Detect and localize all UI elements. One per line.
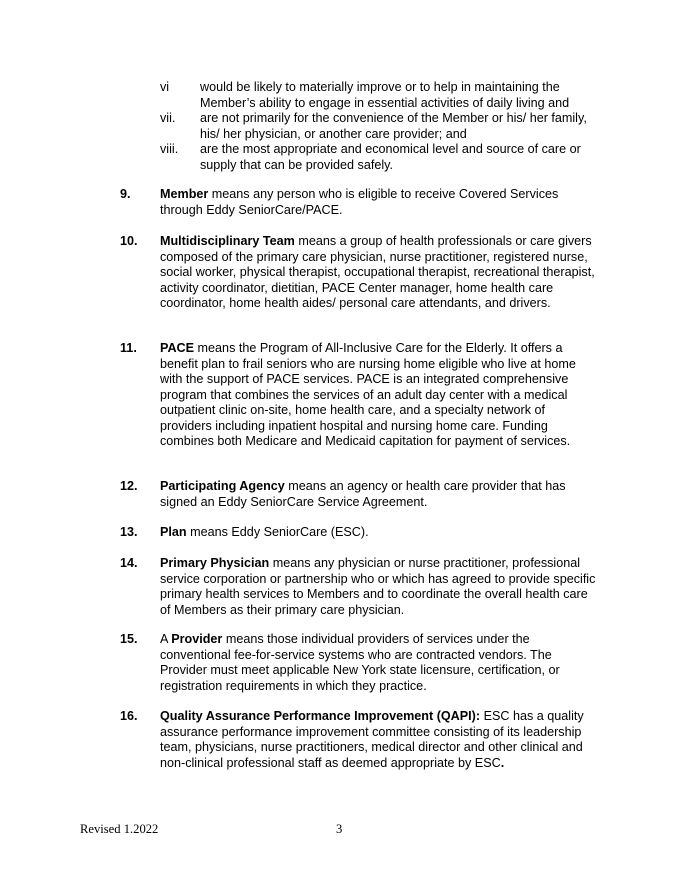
sublist-number: vii. [160, 111, 176, 125]
definition-term: Plan [160, 525, 187, 539]
definition-text [160, 525, 600, 541]
definition-body: means Eddy SeniorCare (ESC). [186, 525, 369, 539]
sublist-number: vi [160, 80, 170, 94]
definition-body: ESC has a quality assurance performance improvement committee consisting of its leadership team, physicians, nurse practitioners, medical director and other clinical and non-clinical professional staff as deemed appropriate by ESC [160, 709, 584, 770]
definition-text [160, 556, 600, 618]
definition-text [160, 709, 600, 771]
definition-text [160, 187, 600, 218]
definition-pace [120, 341, 600, 450]
definition-qapi [120, 709, 600, 771]
definition-body: means any person who is eligible to receive Covered Services through Eddy SeniorCare/PACE. [160, 187, 559, 217]
sublist-item-viii [160, 142, 600, 173]
definition-number: 10. [120, 234, 138, 248]
definition-text [160, 479, 600, 510]
definition-body: means a group of health professionals or care givers composed of the primary care physician, nurse practitioner, registered nurse, social worker, physical therapist, occupational therapist, recreational therapist, activity coordinator, dietitian, PACE Center manager, home health care coordinator, home health aides/ personal care attendants, and drivers. [160, 234, 595, 310]
definition-body: means the Program of All-Inclusive Care for the Elderly. It offers a benefit plan to frail seniors who are nursing home eligible who live at home with the support of PACE services. PACE is an integrated comprehensive program that combines the services of an adult day center with a medical outpatient clinic on-site, home health care, and a specialty network of providers including inpatient hospital and nursing home care. Funding combines both Medicare and Medicaid capitation for payment of services. [160, 341, 576, 448]
sublist-item-vii [160, 111, 600, 142]
definition-term: Participating Agency [160, 479, 285, 493]
definition-lead: A [160, 632, 172, 646]
definition-number: 12. [120, 479, 138, 493]
definition-participating-agency [120, 479, 600, 510]
definition-term: PACE [160, 341, 195, 355]
sublist-item-vi [160, 80, 600, 111]
definition-number: 16. [120, 709, 138, 723]
definition-plan [120, 525, 600, 541]
footer-revision: Revised 1.2022 [80, 822, 159, 836]
sublist-text: would be likely to materially improve or to help in maintaining the Member’s ability to engage in essential activities of daily living and [200, 80, 570, 110]
definition-term: Quality Assurance Performance Improvement (QAPI): [160, 709, 481, 723]
continued-sublist [160, 80, 600, 173]
definition-tail: . [500, 755, 505, 770]
definition-term: Member [160, 187, 209, 201]
definition-body: means any physician or nurse practitioner, professional service corporation or partnership who or which has agreed to provide specific primary health services to Members and to coordinate the overall health care of Members as their primary care physician. [160, 556, 596, 617]
definition-provider [120, 632, 600, 694]
definition-text [160, 632, 600, 694]
footer-page-number: 3 [336, 822, 343, 836]
definition-term: Provider [171, 632, 223, 646]
sublist-text: are the most appropriate and economical level and source of care or supply that can be provided safely. [200, 142, 581, 172]
sublist-number: viii. [160, 142, 179, 156]
definition-number: 14. [120, 556, 138, 570]
definition-text [160, 234, 600, 312]
definition-number: 13. [120, 525, 138, 539]
definition-body: means an agency or health care provider that has signed an Eddy SeniorCare Service Agreement. [160, 479, 566, 509]
definition-term: Multidisciplinary Team [160, 234, 295, 248]
definition-number: 15. [120, 632, 138, 646]
definition-multidisciplinary-team [120, 234, 600, 312]
definition-number: 9. [120, 187, 131, 201]
definition-text [160, 341, 600, 450]
definition-term: Primary Physician [160, 556, 270, 570]
definition-number: 11. [120, 341, 137, 355]
sublist-text: are not primarily for the convenience of the Member or his/ her family, his/ her physician, or another care provider; and [200, 111, 587, 141]
definition-member [120, 187, 600, 218]
definition-primary-physician [120, 556, 600, 618]
definition-body: means those individual providers of services under the conventional fee-for-service systems who are contracted vendors. The Provider must meet applicable New York state licensure, certification, or registration requirements in which they practice. [160, 632, 560, 693]
